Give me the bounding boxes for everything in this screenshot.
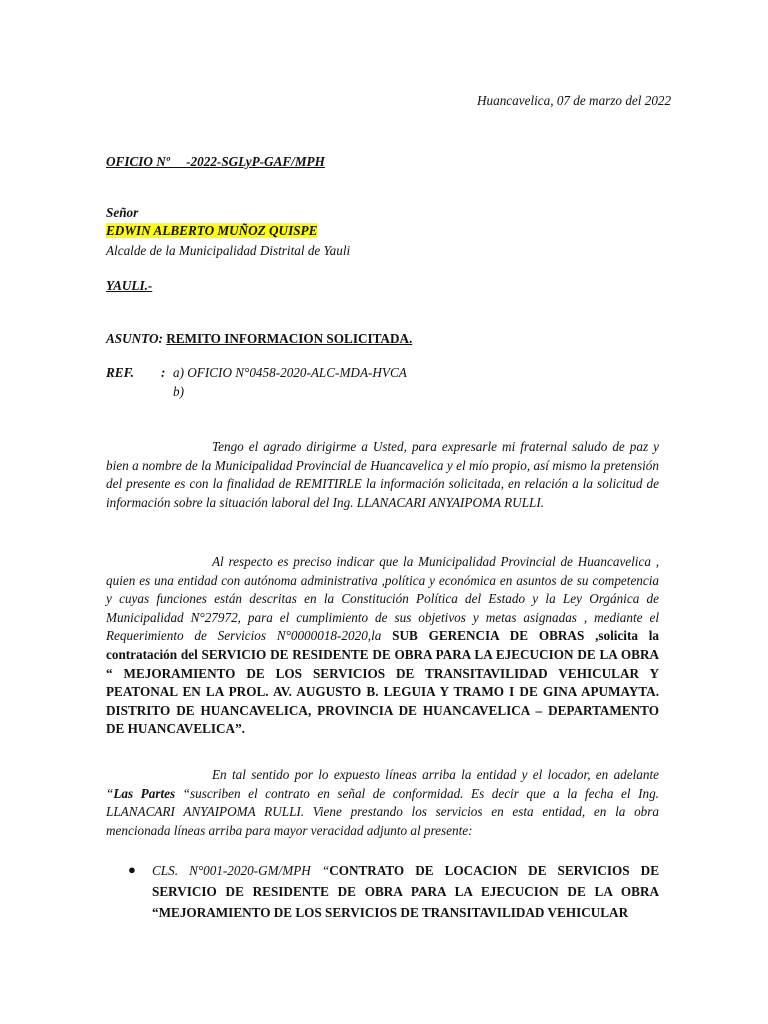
paragraph-2-text: Al respecto es preciso indicar que la Municipalidad Provincial de Huancavelica , quien es una entidad con autónoma administrativa ,política y económica en asuntos de su competencia y cuyas funciones están descritas en la Constitución Política del Estado y la Ley Orgánica de Municipalidad N°27972, para el cumplimiento de sus objetivos y metas asignadas , mediante el Requerimiento de Servicios N°0000018-2020,la bbox=[106, 554, 659, 644]
bullet-item bbox=[152, 860, 659, 923]
subject-text: REMITO INFORMACION SOLICITADA. bbox=[166, 331, 413, 346]
subject-label: ASUNTO: bbox=[106, 331, 163, 346]
paragraph-2-bold: SUB GERENCIA DE OBRAS ,solicita la contratación del SERVICIO DE RESIDENTE DE OBRA PARA LA EJECUCION DE LA OBRA “ MEJORAMIENTO DE LOS SERVICIOS DE TRANSITAVILIDAD VEHICULAR Y PEATONAL EN LA PROL. AV. AUGUSTO B. LEGUIA Y TRAMO I DE GINA APUMAYTA. DISTRITO DE HUANCAVELICA, PROVINCIA DE HUANCAVELICA – DEPARTAMENTO DE HUANCAVELICA”. bbox=[106, 628, 659, 737]
paragraph-3-bold: Las Partes bbox=[113, 785, 176, 801]
ref-colon: : bbox=[161, 365, 166, 380]
date-line: Huancavelica, 07 de marzo del 2022 bbox=[477, 93, 672, 108]
ref-item-a: a) OFICIO N°0458-2020-ALC-MDA-HVCA bbox=[173, 365, 407, 380]
bullet-item-text: CLS. N°001-2020-GM/MPH “ bbox=[152, 863, 330, 878]
oficio-number: OFICIO Nº -2022-SGLyP-GAF/MPH bbox=[106, 154, 325, 169]
paragraph-2 bbox=[106, 553, 659, 739]
paragraph-3-text-b: “suscriben el contrato en señal de conformidad. Es decir que a la fecha el Ing. LLANACARI ANYAIPOMA RULLI. Viene prestando los servicios en esta entidad, en la obra mencionada líneas arriba para mayor veracidad adjunto al presente: bbox=[106, 785, 659, 838]
paragraph-1-text: Tengo el agrado dirigirme a Usted, para expresarle mi fraternal saludo de paz y bien a nombre de la Municipalidad Provincial de Huancavelica y el mío propio, así mismo la pretensión del presente es con la finalidad de REMITIRLE la información solicitada, en relación a la solicitud de información sobre la situación laboral del Ing. LLANACARI ANYAIPOMA RULLI. bbox=[106, 439, 659, 510]
salutation: Señor bbox=[106, 205, 139, 220]
subject-line bbox=[106, 330, 412, 348]
ref-label: REF. bbox=[106, 365, 134, 380]
paragraph-3-text-a: En tal sentido por lo expuesto líneas arriba la entidad y el locador, en adelante “ bbox=[106, 767, 659, 801]
paragraph-1 bbox=[106, 438, 659, 512]
bullet-icon: ● bbox=[128, 862, 136, 877]
recipient-name: EDWIN ALBERTO MUÑOZ QUISPE bbox=[106, 223, 318, 238]
recipient-city: YAULI.- bbox=[106, 278, 153, 293]
bullet-item-bold: CONTRATO DE LOCACION DE SERVICIOS DE SERVICIO DE RESIDENTE DE OBRA PARA LA EJECUCION DE LA OBRA “MEJORAMIENTO DE LOS SERVICIOS DE TRANSITAVILIDAD VEHICULAR bbox=[152, 863, 659, 920]
paragraph-3 bbox=[106, 766, 659, 840]
ref-item-b: b) bbox=[173, 384, 184, 399]
recipient-title: Alcalde de la Municipalidad Distrital de Yauli bbox=[106, 243, 351, 258]
